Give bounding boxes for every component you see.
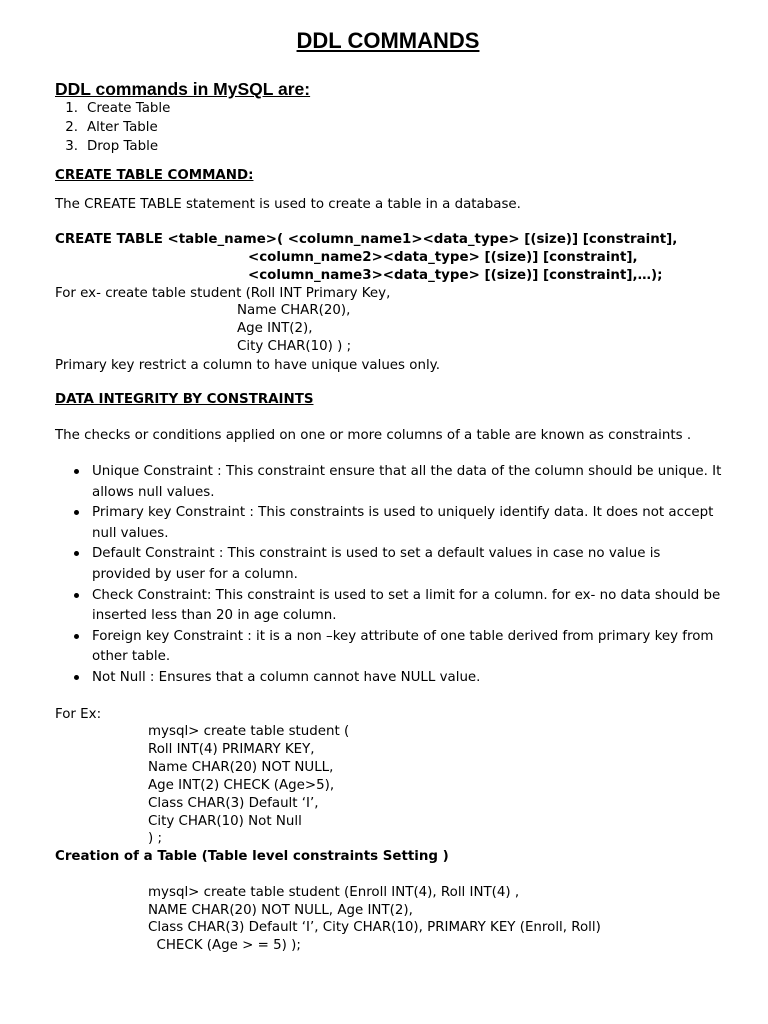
bullet-icon [74, 469, 79, 474]
example-1-line-2: Name CHAR(20), [237, 303, 351, 318]
example-2-line: Name CHAR(20) NOT NULL, [148, 760, 334, 775]
list-text: Alter Table [87, 120, 158, 135]
bullet-icon [74, 551, 79, 556]
constraint-text: Foreign key Constraint : it is a non –key attribute of one table derived from primary key from other table. [92, 628, 714, 665]
example-3-line: CHECK (Age > = 5) ); [148, 938, 301, 953]
syntax-line-3: <column_name3><data_type> [(size)] [constraint],…); [248, 268, 663, 283]
example-1-line-4: City CHAR(10) ) ; [237, 339, 352, 354]
page-title: DDL COMMANDS [296, 28, 480, 53]
example-3-line: Class CHAR(3) Default ‘I’, City CHAR(10), PRIMARY KEY (Enroll, Roll) [148, 920, 601, 935]
example-2-line: ) ; [148, 831, 162, 846]
example-2-line: Roll INT(4) PRIMARY KEY, [148, 742, 315, 757]
list-item [92, 503, 722, 544]
primary-key-note: Primary key restrict a column to have unique values only. [55, 358, 440, 373]
list-item [92, 544, 722, 585]
constraint-text: Check Constraint: This constraint is used to set a limit for a column. for ex- no data should be inserted less than 20 in age column. [92, 587, 721, 624]
command-list-item [32, 138, 158, 156]
example-1-line-3: Age INT(2), [237, 321, 313, 336]
example-2-line: City CHAR(10) Not Null [148, 814, 302, 829]
create-table-description: The CREATE TABLE statement is used to create a table in a database. [55, 197, 521, 212]
example-3-line: NAME CHAR(20) NOT NULL, Age INT(2), [148, 903, 413, 918]
bullet-icon [74, 634, 79, 639]
example-2-line: Age INT(2) CHECK (Age>5), [148, 778, 335, 793]
example-2-label: For Ex: [55, 707, 102, 722]
bullet-icon [74, 593, 79, 598]
command-list-item [32, 119, 158, 137]
integrity-heading: DATA INTEGRITY BY CONSTRAINTS [55, 392, 314, 407]
bullet-icon [74, 675, 79, 680]
intro-heading: DDL commands in MySQL are: [55, 79, 311, 99]
list-number: 1. [65, 101, 78, 116]
constraint-text: Default Constraint : This constraint is used to set a default values in case no value is provided by user for a column. [92, 546, 661, 582]
constraint-text: Unique Constraint : This constraint ensure that all the data of the column should be unique. It allows null values. [92, 464, 722, 500]
integrity-description: The checks or conditions applied on one or more columns of a table are known as constraints . [55, 428, 692, 443]
list-text: Drop Table [87, 139, 159, 154]
list-item [92, 586, 722, 627]
list-item [92, 627, 722, 668]
list-number: 3. [65, 139, 78, 154]
syntax-line-2: <column_name2><data_type> [(size)] [constraint], [248, 250, 638, 265]
create-table-heading: CREATE TABLE COMMAND: [55, 168, 254, 183]
list-number: 2. [65, 120, 78, 135]
table-level-heading: Creation of a Table (Table level constraints Setting ) [55, 849, 449, 864]
constraints-list [92, 462, 722, 689]
syntax-line-1: CREATE TABLE <table_name>( <column_name1><data_type> [(size)] [constraint], [55, 232, 678, 247]
constraint-text: Not Null : Ensures that a column cannot have NULL value. [92, 669, 481, 685]
bullet-icon [74, 510, 79, 515]
list-item [92, 462, 722, 503]
command-list-item [32, 100, 170, 118]
example-3-line: mysql> create table student (Enroll INT(4), Roll INT(4) , [148, 885, 520, 900]
list-text: Create Table [87, 101, 171, 116]
list-item [92, 668, 722, 689]
example-2-line: Class CHAR(3) Default ‘I’, [148, 796, 319, 811]
example-1-line-1: For ex- create table student (Roll INT Primary Key, [55, 286, 391, 301]
example-2-line: mysql> create table student ( [148, 724, 350, 739]
constraint-text: Primary key Constraint : This constraints is used to uniquely identify data. It does not accept null values. [92, 505, 714, 541]
